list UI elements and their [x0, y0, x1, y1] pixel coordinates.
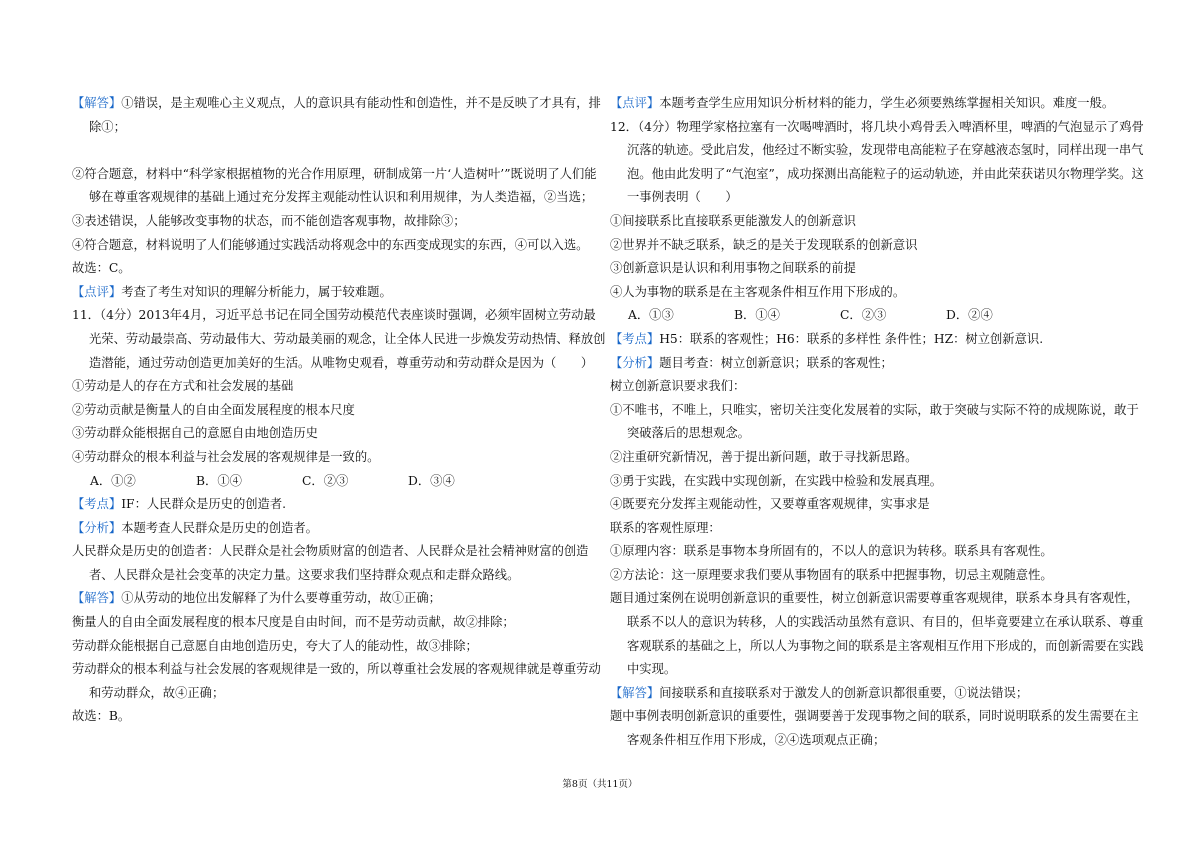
- solution-line-3: 劳动群众能根据自己意愿自由地创造历史，夸大了人的能动性，故③排除；: [72, 638, 478, 653]
- options-row: [610, 304, 1145, 328]
- option-a: A．①③: [628, 308, 674, 323]
- answer-item-2: ②符合题意，材料中“科学家根据植物的光合作用原理，研制成第一片‘人造树叶’”既说明了人们能够在尊重客观规律的基础上通过充分发挥主观能动性认识和利用规律，为人类造福，②当选；: [72, 166, 597, 205]
- answer-choice: 故选：C。: [72, 261, 131, 276]
- solution-tag: 【解答】: [72, 591, 122, 606]
- analysis-line-9: 题目通过案例在说明创新意识的重要性，树立创新意识需要尊重客观规律，联系本身具有客观性，联系不以人的意识为转移，人的实践活动虽然有意识、有目的，但毕竟要建立在承认联系、尊重客观联系的基础之上，所以人为事物之间的联系是主客观相互作用下形成的，而创新需要在实践中实现。: [610, 591, 1144, 677]
- knowledge-tag: 【考点】: [610, 331, 660, 346]
- analysis: 【分析】本题考查人民群众是历史的创造者。: [72, 520, 318, 535]
- analysis-line-3: ②注重研究新情况，善于提出新问题，敢于寻找新思路。: [610, 449, 918, 464]
- statement-2: ②世界并不缺乏联系，缺乏的是关于发现联系的创新意识: [610, 237, 918, 252]
- right-column: [610, 92, 1145, 753]
- option-b: B．①④: [196, 473, 242, 488]
- solution: 【解答】间接联系和直接联系对于激发人的创新意识都很重要，①说法错误；: [610, 685, 1029, 700]
- options-row: [72, 470, 607, 494]
- analysis-tag: 【分析】: [72, 520, 122, 535]
- question-11: 11．（4分）2013年4月，习近平总书记在同全国劳动模范代表座谈时强调，必须牢固树立劳动最光荣、劳动最崇高、劳动最伟大、劳动最美丽的观念，让全体人民进一步焕发劳动热情、释放创造潜能，通过劳动创造更加美好的生活。从唯物史观看，尊重劳动和劳动群众是因为（ ）: [72, 308, 606, 370]
- comment-tag: 【点评】: [610, 96, 660, 110]
- statement-4: ④人为事物的联系是在主客观条件相互作用下形成的。: [610, 284, 906, 299]
- solution: 【解答】①从劳动的地位出发解释了为什么要尊重劳动，故①正确；: [72, 591, 441, 606]
- analysis-tag: 【分析】: [610, 355, 660, 370]
- statement-1: ①劳动是人的存在方式和社会发展的基础: [72, 379, 294, 394]
- option-a: A．①②: [90, 473, 136, 488]
- analysis-line-6: 联系的客观性原理：: [610, 520, 721, 535]
- comment-paragraph: 【点评】考查了考生对知识的理解分析能力，属于较难题。: [72, 284, 392, 299]
- option-d: D．③④: [408, 473, 455, 488]
- analysis-line-7: ①原理内容：联系是事物本身所固有的，不以人的意识为转移。联系具有客观性。: [610, 544, 1053, 559]
- analysis-line-4: ③勇于实践，在实践中实现创新，在实践中检验和发展真理。: [610, 473, 943, 488]
- statement-3: ③创新意识是认识和利用事物之间联系的前提: [610, 261, 856, 276]
- statement-4: ④劳动群众的根本利益与社会发展的客观规律是一致的。: [72, 449, 380, 464]
- analysis: 【分析】题目考查：树立创新意识；联系的客观性；: [610, 355, 893, 370]
- solution-tag: 【解答】: [610, 685, 660, 700]
- solution-line-2: 题中事例表明创新意识的重要性，强调要善于发现事物之间的联系，同时说明联系的发生需要在主客观条件相互作用下形成，②④选项观点正确；: [610, 709, 1139, 748]
- knowledge-point: 【考点】H5：联系的客观性；H6：联系的多样性 条件性；HZ：树立创新意识.: [610, 331, 1044, 346]
- solution-line-2: 衡量人的自由全面发展程度的根本尺度是自由时间，而不是劳动贡献，故②排除；: [72, 615, 515, 630]
- analysis-line-2: ①不唯书，不唯上，只唯实，密切关注变化发展着的实际，敢于突破与实际不符的成规陈说，敢于突破落后的思想观念。: [610, 402, 1139, 441]
- answer-paragraph: 【解答】①错误，是主观唯心主义观点，人的意识具有能动性和创造性，并不是反映了才具有，排除①；: [72, 96, 601, 134]
- question-12: 12．（4分）物理学家格拉塞有一次喝啤酒时，将几块小鸡骨丢入啤酒杯里，啤酒的气泡显示了鸡骨沉落的轨迹。受此启发，他经过不断实验，发现带电高能粒子在穿越液态氢时，同样出现一串气泡。他由此发明了“气泡室”，成功探测出高能粒子的运动轨迹，并由此荣获诺贝尔物理学奖。这一事例表明（ ）: [610, 119, 1144, 205]
- statement-1: ①间接联系比直接联系更能激发人的创新意识: [610, 213, 856, 228]
- analysis-line-1: 树立创新意识要求我们：: [610, 379, 746, 394]
- option-d: D．②④: [946, 308, 993, 323]
- answer-item-3: ③表述错误，人能够改变事物的状态，而不能创造客观事物，故排除③；: [72, 213, 466, 228]
- statement-2: ②劳动贡献是衡量人的自由全面发展程度的根本尺度: [72, 402, 355, 417]
- knowledge-point: 【考点】IF：人民群众是历史的创造者.: [72, 497, 287, 512]
- option-b: B．①④: [734, 308, 780, 323]
- answer-tag: 【解答】: [72, 96, 122, 110]
- comment-tag: 【点评】: [72, 284, 122, 299]
- option-c: C．②③: [840, 308, 887, 323]
- analysis-body: 人民群众是历史的创造者：人民群众是社会物质财富的创造者、人民群众是社会精神财富的创造者、人民群众是社会变革的决定力量。这要求我们坚持群众观点和走群众路线。: [72, 544, 589, 582]
- solution-choice: 故选：B。: [72, 709, 131, 724]
- analysis-line-8: ②方法论：这一原理要求我们要从事物固有的联系中把握事物，切忌主观随意性。: [610, 567, 1053, 582]
- answer-item-4: ④符合题意，材料说明了人们能够通过实践活动将观念中的东西变成现实的东西，④可以入选。: [72, 237, 589, 252]
- option-c: C．②③: [302, 473, 349, 488]
- analysis-line-5: ④既要充分发挥主观能动性，又要尊重客观规律，实事求是: [610, 497, 930, 512]
- comment-paragraph: 【点评】本题考查学生应用知识分析材料的能力，学生必须要熟练掌握相关知识。难度一般。: [610, 96, 1115, 110]
- knowledge-tag: 【考点】: [72, 497, 122, 512]
- page-footer: 第8页（共11页）: [562, 779, 638, 790]
- statement-3: ③劳动群众能根据自己的意愿自由地创造历史: [72, 426, 318, 441]
- left-column: [72, 92, 607, 729]
- solution-line-4: 劳动群众的根本利益与社会发展的客观规律是一致的，所以尊重社会发展的客观规律就是尊重劳动和劳动群众，故④正确；: [72, 662, 601, 700]
